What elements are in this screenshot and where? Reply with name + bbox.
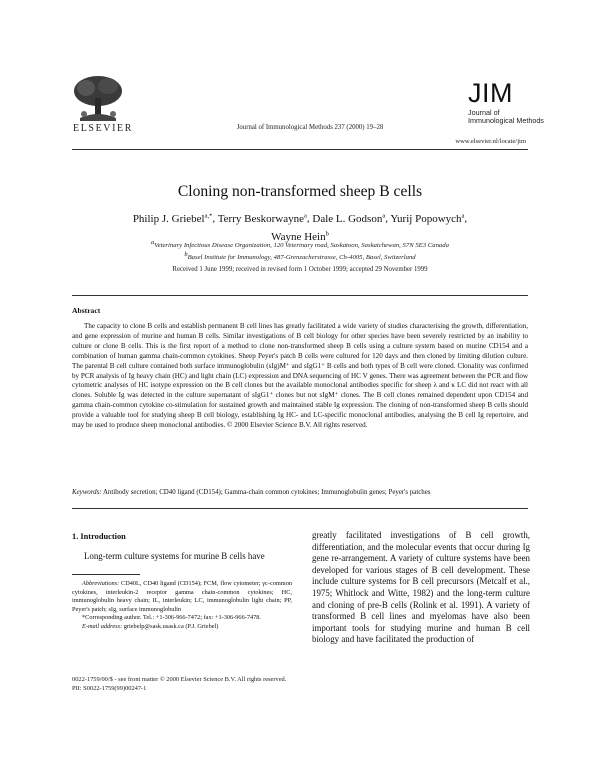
article-title: Cloning non-transformed sheep B cells [177, 183, 423, 200]
abbreviations-footnote: Abbreviations: CD40L, CD40 ligand (CD154); FCM, flow cytometer; γc-common cytokines, interleukin-2 receptor gamma chain-common cytokines; HC, immunoglobulin heavy chain; IL, interleukin; LC, immunoglobulin light chain; PP, Peyer's patch; sIg, surface immunoglobulin [72, 580, 292, 613]
affiliation: $^a$Veterinary Infectious Disease Organization, 120 Veterinary road, Saskatoon, Saskatchewan, S7N 5E3 Canada [151, 239, 449, 250]
author: Wayne Hein$^b$ [271, 230, 329, 244]
author: Dale L. Godson$^a$ [312, 212, 386, 225]
author: Terry Beskorwayne$^a$ [217, 212, 307, 225]
intro-right-text: greatly facilitated investigations of B cell growth, differentiation, and the molecular events that occur during Ig gene re-arrangement. A variety of culture systems have been developed for various stages of B cell development. These include culture systems for B cell precursors (Metcalf et al., 1975; Whitlock and Witte, 1982) and the long-term culture and cloning of pre-B cells (Rolink et al. 1991). A variety of transformed B cell lines and myelomas have also been important tools for studying murine and human B cell biology and have facilitated the production of [312, 530, 530, 645]
abstract-text: The capacity to clone B cells and establish permanent B cell lines has greatly facilitated a wide variety of studies characterising the growth, differentiation, and gene expression of murine and human B cells. Similar investigations of B cell biology for other species have been severely restricted by an inability to culture or clone B cells. This is the first report of a method to clone non-transformed sheep B cells using a culture system based on murine CD154 and a combination of human gamma chain-common cytokines. Sheep Peyer's patch B cells were cultured for 120 days and then cloned by limiting dilution culture. The parental B cell culture contained both surface immunoglobulin (sIg)M⁺ and sIgG1⁺ B cells and both types of B cell were cloned. Clonality was confirmed by PCR analysis of Ig heavy chain (HC) and light chain (LC) expression and DNA sequencing of HC V genes. There was agreement between the PCR and flow cytometric analyses of HC isotype expression on the B cell clones but the available monoclonal antibodies specific for sheep λ and κ LC did not react with all clones. Soluble Ig was detected in the culture supernatant of sIgG1⁺ clones but not sIgM⁺ clones. The B cell clones remained dependent upon CD154 and gamma chain-common cytokine co-stimulation for sustained growth and maintained stable Ig expression. The cloning of non-transformed sheep B cells should provide a valuable tool for studying sheep B cell biology, establishing Ig HC- and LC-specific monoclonal antibodies, analysing the B cell Ig repertoire, and may be used to produce sheep monoclonal antibodies. © 2000 Elsevier Science B.V. All rights reserved. [72, 322, 528, 430]
header-divider [72, 149, 528, 150]
abstract-top-divider [72, 295, 528, 296]
journal-url-link[interactable]: www.elsevier.nl/locate/jim [455, 138, 526, 145]
abstract-bottom-divider [72, 508, 528, 509]
page-footer [72, 676, 372, 693]
author-list: Philip J. Griebel$^{a,*}$, Terry Beskorwayne$^a$, Dale L. Godson$^a$, Yurij Popowych$^a$, Wayne Hein$^b$ [132, 212, 468, 244]
footnote-divider [72, 574, 140, 575]
received-dates: Received 1 June 1999; received in revised form 1 October 1999; accepted 29 November 1999 [172, 266, 428, 273]
author: Philip J. Griebel$^{a,*}$ [132, 212, 213, 225]
journal-logo-subtitle-line2: Immunological Methods [468, 116, 544, 126]
keywords-list: Antibody secretion; CD40 ligand (CD154); Gamma-chain common cytokines; Immunoglobulin genes; Peyer's patches [102, 489, 431, 496]
footnotes [72, 580, 292, 632]
corresponding-author-footnote: *Corresponding author. Tel.: +1-306-966-7472; fax: +1-306-966-7478. [82, 614, 261, 622]
keywords [72, 489, 528, 496]
affiliation: $^b$Basel Institute for Immunology, 487-Grenzacherstrasse, Ch-4005, Basel, Switzerland [184, 250, 416, 262]
email-footnote: E-mail address: griebelp@sask.usask.ca (P.J. Griebel) [82, 622, 219, 630]
journal-citation: Journal of Immunological Methods 237 (2000) 19–28 [236, 124, 384, 131]
copyright-line: 0022-1759/00/$ - see front matter © 2000 Elsevier Science B.V. All rights reserved. [72, 676, 287, 683]
affiliations [72, 239, 528, 263]
elsevier-tree-logo-icon [72, 74, 124, 122]
abstract-heading: Abstract [72, 306, 101, 315]
journal-logo-subtitle-line1: Journal of [468, 108, 500, 117]
pii-line: PII: S0022-1759(99)00247-1 [72, 684, 147, 692]
journal-logo: JIM [468, 78, 513, 108]
publisher-name: ELSEVIER [73, 123, 134, 134]
section-heading-introduction: 1. Introduction [72, 532, 126, 541]
author: Yurij Popowych$^a$ [390, 212, 465, 225]
intro-left-text: Long-term culture systems for murine B cells have [84, 551, 265, 561]
journal-logo-subtitle [468, 109, 544, 126]
email-link[interactable]: griebelp@sask.usask.ca (P.J. Griebel) [123, 622, 219, 630]
keywords-label: Keywords: [72, 489, 102, 496]
